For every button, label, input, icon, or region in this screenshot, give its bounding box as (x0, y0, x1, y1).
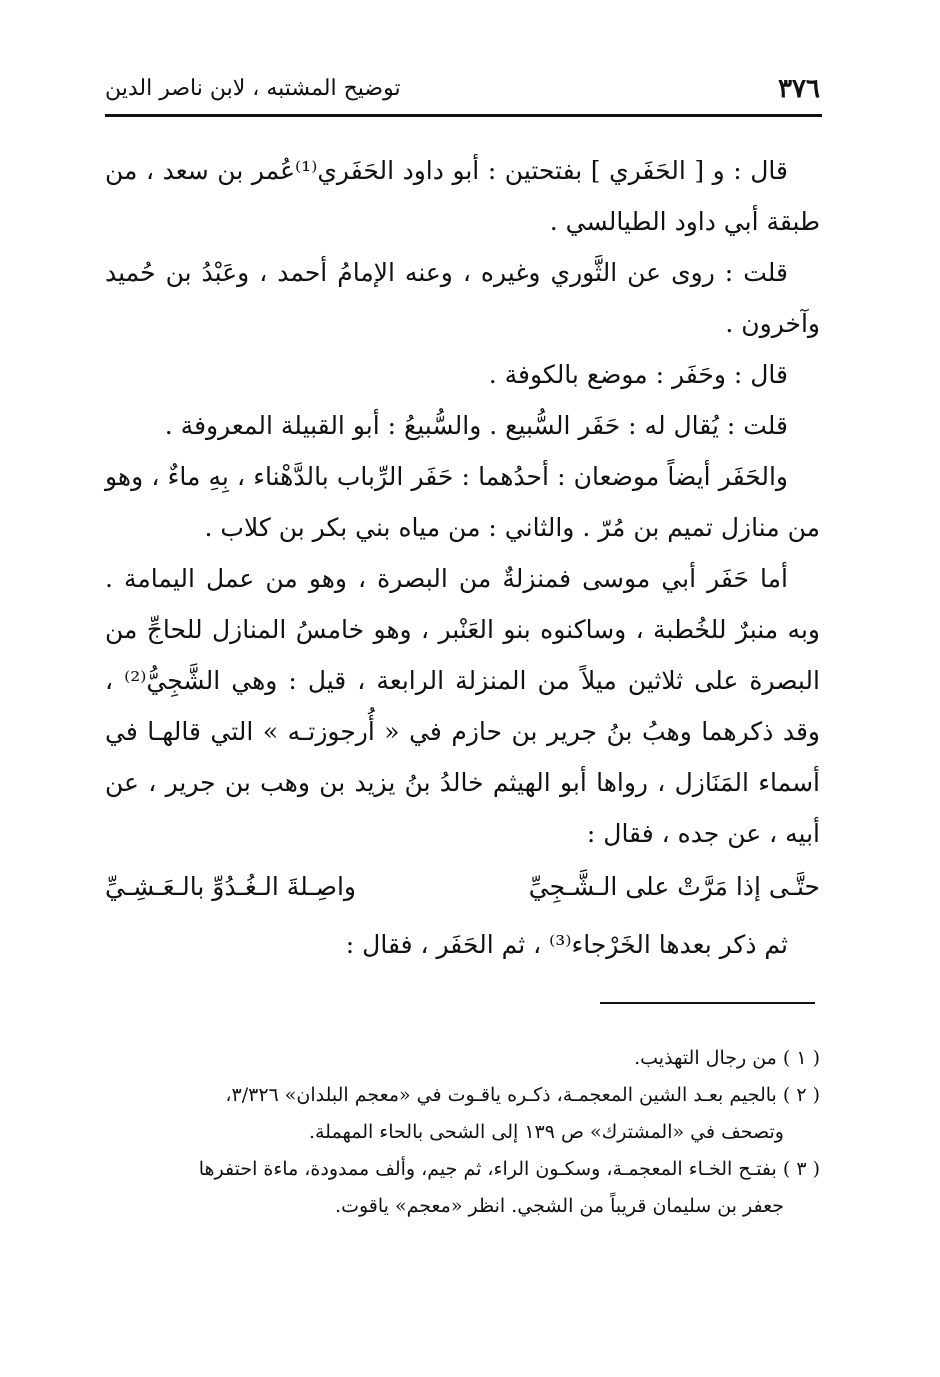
main-text (105, 145, 820, 859)
paragraph: قلت : يُقال له : حَفَر السُّبيع . والسُّبيعُ : أبو القبيلة المعروفة . (164, 411, 788, 440)
paragraph: قلت : روى عن الثَّوري وغيره ، وعنه الإمامُ أحمد ، وعَبْدُ بن حُميد وآخرون . (105, 258, 820, 338)
footnote: ( ١ ) من رجال التهذيب. (634, 1047, 820, 1069)
after-verse-line: ثم ذكر بعدها الخَرْجاء⁽³⁾ ، ثم الحَفَر ، فقال : (345, 930, 788, 959)
footnotes (105, 1040, 820, 1225)
footnote-separator (600, 1002, 815, 1004)
paragraph: والحَفَر أيضاً موضعان : أحدُهما : حَفَر الرِّباب بالدَّهْناء ، بِهِ ماءٌ ، وهو من منازل تميم بن مُرّ . والثاني : من مياه بني بكر بن كلاب . (105, 462, 820, 542)
footnote-continuation: وتصحف في «المشترك» ص ١٣٩ إلى الشحى بالحاء المهملة. (308, 1121, 784, 1143)
paragraph: قال : و [ الحَفَري ] بفتحتين : أبو داود الحَفَري⁽¹⁾عُمر بن سعد ، من طبقة أبي داود الطيالسي . (105, 156, 820, 236)
footnote: ( ٣ ) بفتـح الخـاء المعجمـة، وسكـون الراء، ثم جيم، وألف ممدودة، ماءة احتفرها (198, 1158, 820, 1180)
page-header (105, 74, 820, 106)
verse-first-hemistich: حتَّـى إذا مَرَّتْ على الـشَّـجِيِّ (528, 872, 820, 901)
footnote: ( ٢ ) بالجيم بعـد الشين المعجمـة، ذكـره ياقـوت في «معجم البلدان» ٣/٣٢٦، (225, 1084, 820, 1106)
paragraph: أما حَفَر أبي موسى فمنزلةٌ من البصرة ، وهو من عمل اليمامة . وبه منبرٌ للخُطبة ، وساكنوه بنو العَنْبر ، وهو خامسُ المنازل للحاجِّ من البصرة على ثلاثين ميلاً من المنزلة الرابعة ، قيل : وهي الشَّجِيُّ⁽²⁾ ، وقد ذكرهما وهبُ بنُ جرير بن حازم في « أُرجوزتـه » التي قالهـا في أسماء المَنَازل ، رواها أبو الهيثم خالدُ بنُ يزيد بن وهب بن جرير ، عن أبيه ، عن جده ، فقال : (105, 564, 820, 848)
paragraph: قال : وحَفَر : موضع بالكوفة . (488, 360, 788, 389)
header-rule (105, 114, 822, 117)
page-number: ٣٧٦ (778, 74, 820, 104)
poetry-verse (105, 872, 820, 922)
running-title: توضيح المشتبه ، لابن ناصر الدين (105, 76, 401, 101)
footnote-continuation: جعفر بن سليمان قريباً من الشجي. انظر «معجم» ياقوت. (335, 1195, 784, 1217)
verse-second-hemistich: واصِـلةَ الـغُـدُوِّ بالـعَـشِـيِّ (105, 872, 356, 901)
